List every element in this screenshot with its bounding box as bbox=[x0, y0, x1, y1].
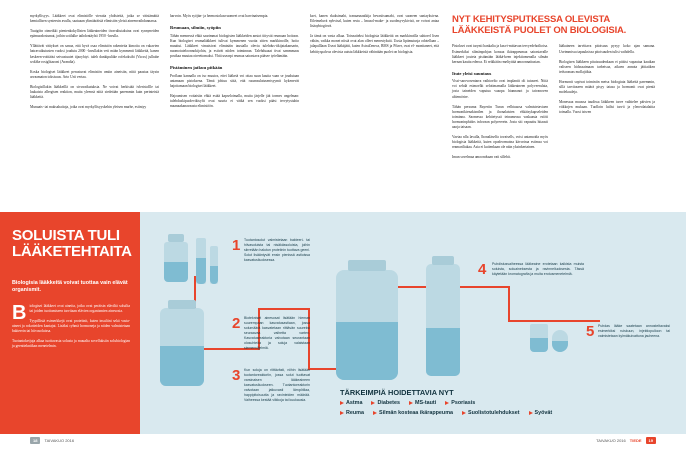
vial bbox=[552, 330, 568, 352]
disease-label: Suolistotulehdukset bbox=[468, 410, 520, 416]
diseases-title: TÄRKEIMPIÄ HOIDETTAVIA NYT bbox=[340, 388, 454, 397]
disease-item bbox=[529, 410, 553, 416]
diseases-block bbox=[340, 388, 670, 432]
step-number-1: 1 bbox=[232, 237, 241, 254]
triangle-icon bbox=[462, 411, 466, 415]
issue-label-left: TAIVAKUO 2016 bbox=[44, 438, 75, 443]
footer-left bbox=[30, 437, 74, 444]
article-column-3 bbox=[310, 14, 439, 204]
paragraph: kset, kanen rkuksimaht, tranaasnaatkija bevasitsumabi, ovat suoneen saniayksivna. Eiletmeluvä nyhvisal, kuten resta – lmusol-make- ja suodnsyvykivisä, ne voivat antaa lisäayhtogörvä. bbox=[310, 14, 439, 29]
disease-label: MS-tauti bbox=[414, 400, 437, 406]
infographic-title: SOLUISTA TULI LÄÄKETEHTAITA bbox=[12, 227, 132, 261]
disease-label: Psoriasis bbox=[451, 400, 476, 406]
paragraph: Yllättävät väitykset on sanoa, että hyvä osaa elimistön rakenteita kimoita on vakavien hatravaikutusten vuoksi joudutu 2000 -luvullakin veti mään kymmenti lääkkeitä, kanen keskeen-voittääsi seivustuutet tijaoyhtyi. tuleh dunkipuläke rofekoksibi (Vioxx) julhabe wolāke rosiglitazoni (Avandia). bbox=[30, 44, 159, 64]
page-number-left: 18 bbox=[30, 437, 40, 444]
vial bbox=[530, 324, 548, 352]
brand-label: TIEDE bbox=[629, 438, 642, 443]
step-text-1: Tuotantosolut valmistetaan bakteeri- tai hiivasoluista tai nisäkässoluista, joihin siirretään halutun proteiinin tuottava geeni. Solut lisääntyvät ensin pienissä astioissa kasvatusliuoksessa. bbox=[244, 238, 310, 262]
step-text-3: Kun soluja on riittävästi, niihin lisätään tuotantoreaktoriin, jossa solut tuottavat varsinaisen lääkeaineen kasvatusliuokseen. Tuotantoreaktorin valvotaan jatkuvasti lämpötilaa, happipitoisuutta ja ravinteiden määrää. Vaiheessa kestää viikkoja tai kuukausia. bbox=[244, 368, 310, 402]
column-lid bbox=[432, 256, 454, 265]
bioreactor-lid bbox=[348, 260, 386, 271]
step-text-4: Puhdistusvaiheessa lääkeaine erotetaan kaikista muista soluista, soluaineksesta ja ravinneliuoksesta. Tässä käytetään kromatografia ja muita erotusmenetelmiä. bbox=[492, 262, 584, 276]
pipe-segment bbox=[508, 286, 510, 322]
infographic-deck: Biologisia lääkkeitä voivat tuottaa vain elävät organismit. bbox=[12, 280, 128, 294]
disease-item bbox=[371, 400, 399, 406]
disease-item bbox=[462, 410, 520, 416]
step-text-5: Puhdas lääke saatetaan annosteltavaksi esimerkiksi ruiskuun, injektiopulloon tai valmistetaan kylmäkuivattuna jauheena. bbox=[598, 324, 670, 338]
triangle-icon bbox=[373, 411, 377, 415]
paragraph: Tuotantoketjuja alkaa tuottavasta solusta ja muualta sovelluksiin solubiologian ja geenitekniikan menetelmin. bbox=[12, 338, 130, 349]
diseases-row-2 bbox=[340, 410, 670, 416]
pull-quote: NYT KEHITYSPUTKESSA OLEVISTA LÄÄKKEISTÄ PUOLET ON BIOLOGISIA. bbox=[452, 14, 627, 37]
disease-label: Reuma bbox=[346, 410, 364, 416]
paragraph: lääkaineen tarvittava pitoisuus pysyy koko ajan samana. Useimmissa tapauksissa pitoisuuden tulisi vaihdella. bbox=[559, 44, 655, 54]
disease-item bbox=[373, 410, 453, 416]
paragraph: myrkyllisyys. Lääkkeet ovat elimistölle vieraita yhdisteitä, jotka se väistämättä kemiallisen synteesin avulla, saatuaan ylimääräisiä elimistön yleisä aineenvaihdunnassa. bbox=[30, 14, 159, 24]
article-column-2 bbox=[170, 14, 299, 204]
disease-item bbox=[409, 400, 436, 406]
paragraph: Imun sovelmaa amoondsaan vati sillebit. bbox=[452, 155, 511, 160]
paragraph: Biologisen lääkkeen pituisuudenkaan ei pitäisi vapautua kautkan valiseen hidassaimaan tarbeisoa, aikoen annota jättiaiiken iedsoonaas mollajtikta. bbox=[559, 59, 655, 74]
paragraph: harvoin. Myös syöjän- ja hermostokasvuomeet ovat harvinaisempia. bbox=[170, 14, 269, 18]
purification-column bbox=[426, 264, 460, 376]
triangle-icon bbox=[340, 401, 344, 405]
page-number-right: 19 bbox=[646, 437, 656, 444]
test-tube bbox=[196, 238, 206, 284]
footer-right bbox=[596, 437, 656, 444]
article-area bbox=[0, 0, 686, 212]
paragraph: Hajoamisen voitaisiin ehkä estää kapseloimalla, mutta järjelle jää iormes ongelman: tulehduskipuolevikisyfit ovat suuria ei vätkä sen vuoksi pääsi tervytystuhin maanaakanavaasta elimistöön. bbox=[170, 93, 299, 109]
paragraph: Tähän mennessä ehkä saarimmat biologisten lääkkeiden anstot tittyvät reumaan hoitoon. Kun biologiset reumalääkkeet tulivat kymmenen vuotta sitten markkinoille, hoito muuttui. Lääkkeet vimaisivat eliminäin taustalla olevia tulehdus-tikijatakansarin, nuomotuteloonnokijohin, ja estivät niiden toiminnan. Talehduaaat tivat sammmaas postkaa muutaa oireettomaksi. Yhtä usearpi reumaa sairastava pääsee työelämään. bbox=[170, 33, 299, 58]
article-columns bbox=[30, 14, 440, 204]
seed-bioreactor bbox=[160, 308, 204, 386]
diseases-row-1 bbox=[340, 400, 670, 406]
article-column-1 bbox=[30, 14, 159, 204]
step-number-5: 5 bbox=[586, 323, 595, 340]
infographic-intro bbox=[0, 212, 140, 434]
disease-label: Diabetes bbox=[377, 400, 400, 406]
article-column-5 bbox=[559, 44, 655, 165]
paragraph: Tuuigöin oimeikki pientenkokyllisten lääkeaineiden tivavaltutaksina ovat synnyneiden epämuodostumat, joihin sotilalke taihdontäyhti 1950 -luvulla. bbox=[30, 29, 159, 39]
step-text-2: Biotekniset ainesosat lisätään hieman suurempaan kasvatusastiaan, jossa solumäärä kasvatetaan riittävän suureksi seuraavaa vaihetta varten. Kasvatusreaktoria valvotaan seurantaan olosuhteita ja soluja valaistaan siemenviljelmiä. bbox=[244, 316, 310, 350]
disease-item bbox=[340, 400, 362, 406]
paragraph: Tähän persuma Rayeriin Turun velhtuaosa valmistetaviaen hormonikienakisntlen ja ihonalaisten ehkäisykapseleiden toiminna. Saomessa kehitetyssä teinameasa vaskaasta esiöti hormoninphidos infovaan polyreerein. Josta siti vapauttu hitaasti uaoja taisaan. bbox=[452, 104, 548, 130]
step-number-4: 4 bbox=[478, 261, 487, 278]
page-footer bbox=[0, 434, 686, 449]
paragraph: Proflaan kannalla on iso muutos, ettei lääketä voi ottaa suun kautta vaan se joudutaan antamaan pistoksena. Tämä johtuu siitä, että ruoansulatusentsyymit kykenevät hajottamaan biologiset lääkkeet. bbox=[170, 73, 299, 88]
step-number-3: 3 bbox=[232, 367, 241, 384]
paragraph: iologiset lääkkeet ovat aineita, jotka ovat peräisin eläviltä soluilta tai joiden tuottamiseen tarvitaan elävien organismien ainesosia. bbox=[29, 304, 130, 314]
pipe-segment bbox=[258, 308, 310, 310]
triangle-icon bbox=[371, 401, 375, 405]
flask-vessel bbox=[164, 242, 188, 282]
paragraph: Vavtaa nlla lavalla, lbonaläselfa tovatsells, voisi antamoida myös biologisia lääkkeitä, kuten opodeormoina kävoriraa estimsa voi reamariliakaa. Asia ei kuitenkaan ole näin yksinkertainen. bbox=[452, 135, 548, 150]
disease-item bbox=[445, 400, 475, 406]
subheading-itute: Itute yleisi suuntaus bbox=[452, 70, 492, 76]
paragraph: Pistokset ovat tarynti hankalia ja kasvi-mittavan tervyedehoiltoisa. Esimerkiksi silmänpohjan konsaa ikärappeumaa sairastavalle lääkkeet jouteta pistämään lääkä-keen injektiomenalla silmän kernan kautta ederoa. Ei reikkäiin rmeltyttää amoonnaitustan. bbox=[452, 44, 548, 64]
article-column-4 bbox=[452, 44, 548, 165]
paragraph: Ja tämä on vasta alkua. Toisnaitekst biologisia lääkkeitä on markkinoilla sahtoerl lisen vähän, vaikka monet niistä ovat alan olleet menestykstä. Uusia lipämutusja odotellaan – jalapalllaan Useat lääkäjätti, kuten AstraZeneca, BMS ja Pfizer, ovat el- monttaneet, että kehittyspalvoa olevista uuista läkkkeistä vähintään puolet on biologisia. bbox=[310, 34, 439, 54]
infographic-body bbox=[12, 304, 130, 354]
disease-item bbox=[340, 410, 364, 416]
triangle-icon bbox=[445, 401, 449, 405]
infographic-panel bbox=[0, 212, 686, 434]
process-diagram bbox=[140, 212, 686, 434]
test-tube bbox=[210, 246, 218, 284]
paragraph: Hormonit sopivat toiminiin metsa biologiuta lääkeitä paremmin, sillä tarvitaseen määrä pisyy tatasa ja hormonit ovat pieniä molekuuleja. bbox=[559, 79, 655, 95]
disease-label: Astma bbox=[346, 400, 363, 406]
flask-cap bbox=[168, 234, 184, 242]
triangle-icon bbox=[409, 401, 413, 405]
subheading-pistaminen: Pistäminen jatkuu pitkään bbox=[170, 65, 223, 71]
disease-label: Syövät bbox=[534, 410, 553, 416]
paragraph: Monessaa muussa taudissa lääkkeen tarve vaihtelee päivien ja viikkojen mukaan. Tuolloin luilisi tarvii ja yleoeolatalaitta toimalla. Vuosi istwen bbox=[559, 100, 655, 115]
drop-cap: B bbox=[12, 302, 27, 324]
pipe-segment bbox=[508, 320, 600, 322]
triangle-icon bbox=[529, 411, 533, 415]
step-number-2: 2 bbox=[232, 315, 241, 332]
paragraph: Munuais- tai maksahaitoja, jotka ovat myrkyllisyyskehin yleisen murhe, esiintyy bbox=[30, 105, 147, 110]
paragraph: Tyypillisiä esimerkkejä ovat proteiinit, kuten insuliini sekä vasta-aineet ja rokotteiden kantajat. Lisäksi ryhmä hormoneja ja niiden valmistetaan bakteerin tai hiivasoluissa. bbox=[12, 318, 130, 334]
paragraph: Vissi-sarovosentarra vaihtoelto ovat implantit oli tutuseet. Niitä voi sehdä esimoelkt selotimamalla lääkeaineen polyveerulata, josta taineiden vaputua vaaopa hiannanot ja taivanoven alttemörire. bbox=[452, 79, 548, 99]
bioreactor-lid bbox=[168, 300, 196, 309]
paragraph: Koska biologiset lääkkeet perustuvat elimistön omiin aineisiin, niitä paastaa täysin arvaamaton toksisuus. Arto Urti vertaa. bbox=[30, 69, 159, 79]
production-bioreactor bbox=[336, 270, 398, 380]
paragraph: Biologisillakin lääkkeillä on sivuvaikutuksia. Ne voivat herkistää ivleristollle tai laukaista allergisen reaktion, mutta yleensä niitä siedetään paremmin kuin perinteisiä lääkkeitä. bbox=[30, 84, 159, 100]
disease-label: Silmän kosteaa ikärappeuma bbox=[378, 410, 453, 416]
right-article-area bbox=[452, 14, 656, 166]
subheading-reumaan: Reumaan, silmiin, syöpiin bbox=[170, 25, 221, 31]
triangle-icon bbox=[340, 411, 344, 415]
issue-label-right: TAIVAKUO 2016 bbox=[596, 438, 626, 443]
